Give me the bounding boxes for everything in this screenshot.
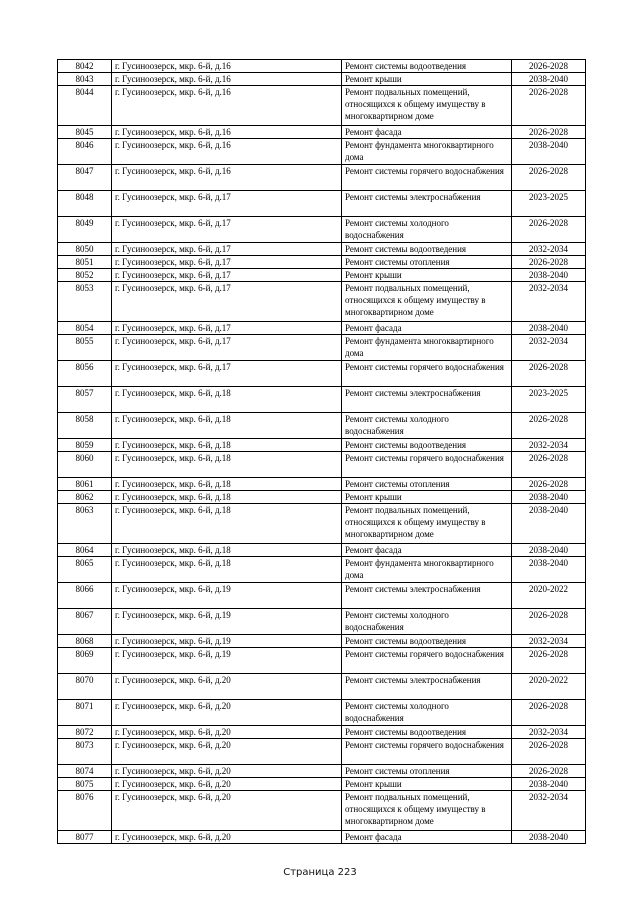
row-address: г. Гусиноозерск, мкр. 6-й, д.19 <box>112 609 342 635</box>
row-work-type: Ремонт фундамента многоквартирного дома <box>342 335 512 361</box>
capital-repair-table <box>57 59 586 844</box>
row-period: 2032-2034 <box>512 335 586 361</box>
row-period: 2026-2028 <box>512 765 586 778</box>
row-number: 8068 <box>58 635 112 648</box>
row-address: г. Гусиноозерск, мкр. 6-й, д.17 <box>112 269 342 282</box>
row-period: 2038-2040 <box>512 544 586 557</box>
row-work-type: Ремонт системы горячего водоснабжения <box>342 452 512 478</box>
row-number: 8058 <box>58 413 112 439</box>
row-address: г. Гусиноозерск, мкр. 6-й, д.18 <box>112 557 342 583</box>
row-number: 8075 <box>58 778 112 791</box>
row-number: 8056 <box>58 361 112 387</box>
row-address: г. Гусиноозерск, мкр. 6-й, д.18 <box>112 387 342 413</box>
row-number: 8067 <box>58 609 112 635</box>
table-row <box>58 217 586 243</box>
table-row <box>58 648 586 674</box>
row-work-type: Ремонт системы электроснабжения <box>342 674 512 700</box>
table-row <box>58 60 586 73</box>
row-number: 8044 <box>58 86 112 126</box>
row-work-type: Ремонт системы горячего водоснабжения <box>342 648 512 674</box>
row-address: г. Гусиноозерск, мкр. 6-й, д.18 <box>112 544 342 557</box>
row-work-type: Ремонт фасада <box>342 831 512 844</box>
row-period: 2020-2022 <box>512 674 586 700</box>
row-address: г. Гусиноозерск, мкр. 6-й, д.20 <box>112 791 342 831</box>
table-row <box>58 700 586 726</box>
row-period: 2026-2028 <box>512 165 586 191</box>
table-row <box>58 831 586 844</box>
row-number: 8071 <box>58 700 112 726</box>
row-work-type: Ремонт подвальных помещений, относящихся к общему имуществу в многоквартирном доме <box>342 791 512 831</box>
row-number: 8077 <box>58 831 112 844</box>
row-address: г. Гусиноозерск, мкр. 6-й, д.20 <box>112 765 342 778</box>
table-row <box>58 583 586 609</box>
table-row <box>58 387 586 413</box>
row-address: г. Гусиноозерск, мкр. 6-й, д.20 <box>112 739 342 765</box>
row-number: 8057 <box>58 387 112 413</box>
row-period: 2038-2040 <box>512 139 586 165</box>
row-work-type: Ремонт системы горячего водоснабжения <box>342 361 512 387</box>
row-period: 2026-2028 <box>512 60 586 73</box>
row-number: 8051 <box>58 256 112 269</box>
row-period: 2026-2028 <box>512 700 586 726</box>
row-work-type: Ремонт крыши <box>342 269 512 282</box>
row-period: 2032-2034 <box>512 791 586 831</box>
table-row <box>58 86 586 126</box>
row-work-type: Ремонт фундамента многоквартирного дома <box>342 557 512 583</box>
row-number: 8055 <box>58 335 112 361</box>
row-work-type: Ремонт системы водоотведения <box>342 726 512 739</box>
row-address: г. Гусиноозерск, мкр. 6-й, д.18 <box>112 478 342 491</box>
row-number: 8060 <box>58 452 112 478</box>
table-row <box>58 256 586 269</box>
row-period: 2026-2028 <box>512 86 586 126</box>
row-address: г. Гусиноозерск, мкр. 6-й, д.18 <box>112 439 342 452</box>
row-period: 2026-2028 <box>512 739 586 765</box>
row-period: 2023-2025 <box>512 191 586 217</box>
row-work-type: Ремонт фасада <box>342 126 512 139</box>
row-address: г. Гусиноозерск, мкр. 6-й, д.20 <box>112 778 342 791</box>
row-period: 2038-2040 <box>512 269 586 282</box>
table-body <box>58 60 586 844</box>
row-number: 8070 <box>58 674 112 700</box>
row-period: 2038-2040 <box>512 73 586 86</box>
row-number: 8049 <box>58 217 112 243</box>
row-work-type: Ремонт системы отопления <box>342 256 512 269</box>
row-period: 2026-2028 <box>512 413 586 439</box>
row-period: 2023-2025 <box>512 387 586 413</box>
row-work-type: Ремонт системы отопления <box>342 765 512 778</box>
row-period: 2038-2040 <box>512 831 586 844</box>
row-work-type: Ремонт системы водоотведения <box>342 243 512 256</box>
row-period: 2038-2040 <box>512 557 586 583</box>
table-row <box>58 165 586 191</box>
row-address: г. Гусиноозерск, мкр. 6-й, д.17 <box>112 322 342 335</box>
row-number: 8073 <box>58 739 112 765</box>
row-work-type: Ремонт подвальных помещений, относящихся к общему имуществу в многоквартирном доме <box>342 282 512 322</box>
row-address: г. Гусиноозерск, мкр. 6-й, д.16 <box>112 86 342 126</box>
table-row <box>58 413 586 439</box>
row-number: 8076 <box>58 791 112 831</box>
row-work-type: Ремонт фундамента многоквартирного дома <box>342 139 512 165</box>
table-row <box>58 191 586 217</box>
row-work-type: Ремонт системы водоотведения <box>342 60 512 73</box>
table-row <box>58 282 586 322</box>
table-row <box>58 726 586 739</box>
row-work-type: Ремонт подвальных помещений, относящихся к общему имуществу в многоквартирном доме <box>342 86 512 126</box>
row-period: 2026-2028 <box>512 256 586 269</box>
row-period: 2032-2034 <box>512 243 586 256</box>
row-address: г. Гусиноозерск, мкр. 6-й, д.18 <box>112 452 342 478</box>
row-period: 2026-2028 <box>512 217 586 243</box>
table-row <box>58 243 586 256</box>
page-number: Страница 223 <box>283 867 357 878</box>
row-period: 2038-2040 <box>512 778 586 791</box>
row-period: 2020-2022 <box>512 583 586 609</box>
table-row <box>58 361 586 387</box>
table-row <box>58 269 586 282</box>
row-address: г. Гусиноозерск, мкр. 6-й, д.16 <box>112 73 342 86</box>
row-address: г. Гусиноозерск, мкр. 6-й, д.17 <box>112 217 342 243</box>
row-number: 8069 <box>58 648 112 674</box>
row-work-type: Ремонт фасада <box>342 544 512 557</box>
row-address: г. Гусиноозерск, мкр. 6-й, д.20 <box>112 831 342 844</box>
table-row <box>58 778 586 791</box>
table-row <box>58 335 586 361</box>
row-address: г. Гусиноозерск, мкр. 6-й, д.17 <box>112 243 342 256</box>
row-work-type: Ремонт фасада <box>342 322 512 335</box>
row-period: 2038-2040 <box>512 322 586 335</box>
table-row <box>58 791 586 831</box>
row-number: 8062 <box>58 491 112 504</box>
table-row <box>58 73 586 86</box>
row-number: 8072 <box>58 726 112 739</box>
row-number: 8063 <box>58 504 112 544</box>
row-period: 2026-2028 <box>512 648 586 674</box>
table-row <box>58 635 586 648</box>
row-address: г. Гусиноозерск, мкр. 6-й, д.16 <box>112 139 342 165</box>
row-address: г. Гусиноозерск, мкр. 6-й, д.17 <box>112 282 342 322</box>
table-row <box>58 504 586 544</box>
row-work-type: Ремонт крыши <box>342 491 512 504</box>
table-row <box>58 609 586 635</box>
row-number: 8046 <box>58 139 112 165</box>
row-period: 2026-2028 <box>512 452 586 478</box>
row-period: 2026-2028 <box>512 361 586 387</box>
row-address: г. Гусиноозерск, мкр. 6-й, д.17 <box>112 361 342 387</box>
row-address: г. Гусиноозерск, мкр. 6-й, д.17 <box>112 335 342 361</box>
row-work-type: Ремонт системы холодного водоснабжения <box>342 217 512 243</box>
row-number: 8052 <box>58 269 112 282</box>
row-address: г. Гусиноозерск, мкр. 6-й, д.18 <box>112 504 342 544</box>
row-period: 2032-2034 <box>512 282 586 322</box>
row-number: 8066 <box>58 583 112 609</box>
row-period: 2038-2040 <box>512 504 586 544</box>
row-address: г. Гусиноозерск, мкр. 6-й, д.20 <box>112 726 342 739</box>
row-work-type: Ремонт системы горячего водоснабжения <box>342 165 512 191</box>
row-work-type: Ремонт системы электроснабжения <box>342 387 512 413</box>
row-work-type: Ремонт системы отопления <box>342 478 512 491</box>
row-address: г. Гусиноозерск, мкр. 6-й, д.17 <box>112 256 342 269</box>
table-row <box>58 557 586 583</box>
row-work-type: Ремонт системы электроснабжения <box>342 191 512 217</box>
row-address: г. Гусиноозерск, мкр. 6-й, д.20 <box>112 700 342 726</box>
row-address: г. Гусиноозерск, мкр. 6-й, д.16 <box>112 60 342 73</box>
row-work-type: Ремонт системы электроснабжения <box>342 583 512 609</box>
row-period: 2032-2034 <box>512 635 586 648</box>
row-address: г. Гусиноозерск, мкр. 6-й, д.19 <box>112 648 342 674</box>
row-number: 8045 <box>58 126 112 139</box>
row-period: 2026-2028 <box>512 126 586 139</box>
row-address: г. Гусиноозерск, мкр. 6-й, д.16 <box>112 165 342 191</box>
table-row <box>58 322 586 335</box>
row-work-type: Ремонт подвальных помещений, относящихся к общему имуществу в многоквартирном доме <box>342 504 512 544</box>
row-address: г. Гусиноозерск, мкр. 6-й, д.19 <box>112 635 342 648</box>
row-address: г. Гусиноозерск, мкр. 6-й, д.20 <box>112 674 342 700</box>
table-row <box>58 452 586 478</box>
table-row <box>58 674 586 700</box>
table-row <box>58 478 586 491</box>
row-address: г. Гусиноозерск, мкр. 6-й, д.16 <box>112 126 342 139</box>
row-work-type: Ремонт крыши <box>342 73 512 86</box>
row-work-type: Ремонт системы водоотведения <box>342 439 512 452</box>
row-work-type: Ремонт системы горячего водоснабжения <box>342 739 512 765</box>
row-period: 2032-2034 <box>512 726 586 739</box>
row-address: г. Гусиноозерск, мкр. 6-й, д.18 <box>112 491 342 504</box>
table-row <box>58 544 586 557</box>
row-address: г. Гусиноозерск, мкр. 6-й, д.18 <box>112 413 342 439</box>
row-work-type: Ремонт системы холодного водоснабжения <box>342 700 512 726</box>
row-address: г. Гусиноозерск, мкр. 6-й, д.17 <box>112 191 342 217</box>
table-row <box>58 139 586 165</box>
row-number: 8050 <box>58 243 112 256</box>
table-row <box>58 739 586 765</box>
row-number: 8065 <box>58 557 112 583</box>
row-number: 8061 <box>58 478 112 491</box>
row-number: 8054 <box>58 322 112 335</box>
row-period: 2026-2028 <box>512 478 586 491</box>
row-work-type: Ремонт крыши <box>342 778 512 791</box>
row-period: 2026-2028 <box>512 609 586 635</box>
row-address: г. Гусиноозерск, мкр. 6-й, д.19 <box>112 583 342 609</box>
row-period: 2032-2034 <box>512 439 586 452</box>
table-row <box>58 491 586 504</box>
row-number: 8047 <box>58 165 112 191</box>
row-number: 8043 <box>58 73 112 86</box>
row-number: 8048 <box>58 191 112 217</box>
table-row <box>58 126 586 139</box>
table-row <box>58 765 586 778</box>
row-work-type: Ремонт системы водоотведения <box>342 635 512 648</box>
table-row <box>58 439 586 452</box>
row-work-type: Ремонт системы холодного водоснабжения <box>342 413 512 439</box>
row-number: 8053 <box>58 282 112 322</box>
row-work-type: Ремонт системы холодного водоснабжения <box>342 609 512 635</box>
row-number: 8074 <box>58 765 112 778</box>
row-number: 8042 <box>58 60 112 73</box>
row-period: 2038-2040 <box>512 491 586 504</box>
row-number: 8064 <box>58 544 112 557</box>
row-number: 8059 <box>58 439 112 452</box>
